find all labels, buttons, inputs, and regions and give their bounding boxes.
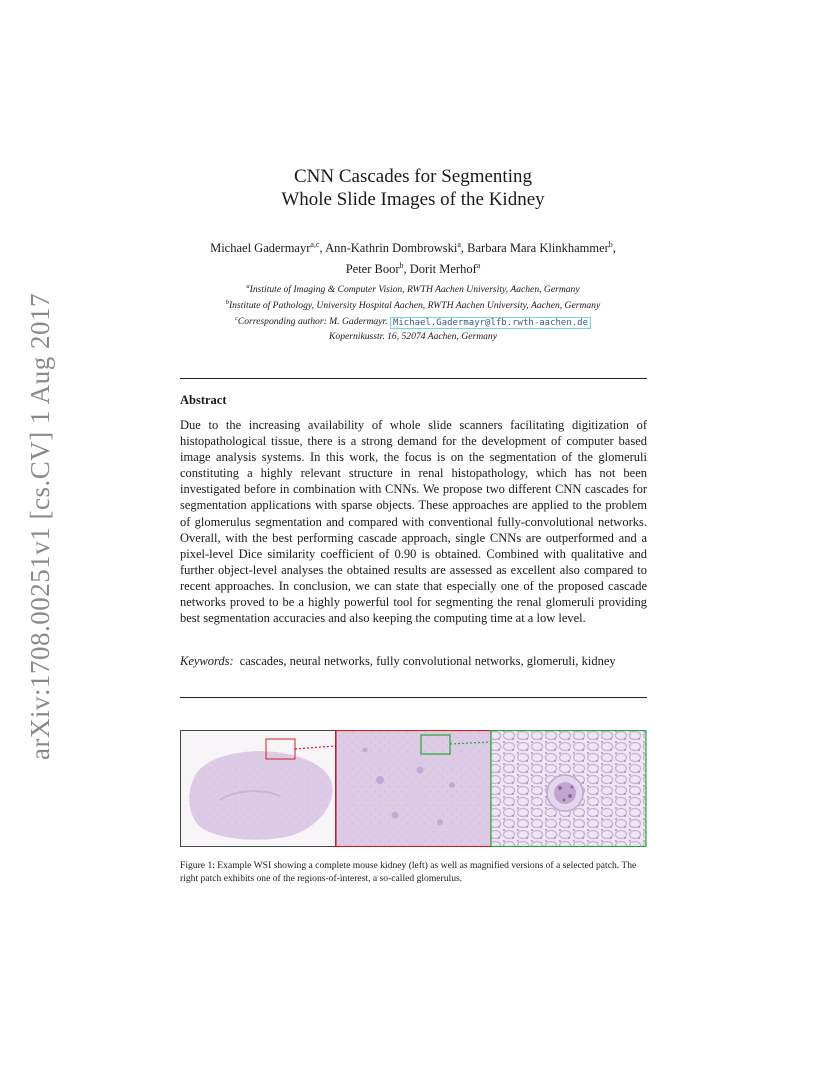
- author-5: Dorit Merhof$^a$: [409, 261, 481, 277]
- affiliation-a: $^a$Institute of Imaging & Computer Vision, RWTH Aachen University, Aachen, Germany: [246, 283, 580, 296]
- figure-1: [180, 730, 647, 847]
- author-list: [170, 236, 656, 278]
- paper-title: [180, 165, 646, 211]
- title-line-2: Whole Slide Images of the Kidney: [281, 189, 545, 210]
- top-rule: [180, 378, 647, 379]
- author-2: Ann-Kathrin Dombrowski$^a$,: [325, 240, 468, 256]
- affiliations: [170, 280, 656, 343]
- panel-magnified-patch: [336, 731, 491, 847]
- figure-image: [180, 730, 647, 847]
- bottom-rule: [180, 697, 647, 698]
- abstract-heading: Abstract: [180, 393, 227, 407]
- title-line-1: CNN Cascades for Segmenting: [294, 166, 532, 187]
- affiliation-b: $^b$Institute of Pathology, University Hospital Aachen, RWTH Aachen University, Aachen, Germany: [225, 299, 601, 312]
- figure-caption: Figure 1: Example WSI showing a complete mouse kidney (left) as well as magnified versions of a selected patch. The right patch exhibits one of the regions-of-interest, a so-called glomerulus.: [180, 860, 637, 884]
- author-3: Barbara Mara Klinkhammer$^b$,: [467, 240, 616, 256]
- corresponding-author: $^c$Corresponding author: M. Gadermayr. Michael.Gadermayr@lfb.rwth-aachen.de: [170, 312, 656, 329]
- keywords-label: Keywords:: [180, 654, 234, 668]
- panel-glomerulus: [491, 731, 646, 847]
- author-4: Peter Boor$^b$,: [345, 261, 410, 277]
- email-link[interactable]: Michael.Gadermayr@lfb.rwth-aachen.de: [390, 317, 591, 329]
- address: Kopernikusstr. 16, 52074 Aachen, Germany: [329, 330, 497, 342]
- abstract-text: Due to the increasing availability of whole slide scanners facilitating digitization of histopathological tissue, there is a strong demand for the development of computer based image analysis systems. In this work, the focus is on the segmentation of the glomeruli constituting a highly relevant structure in renal histopathology, which has not been investigated before in combination with CNNs. We propose two different CNN cascades for segmentation applications with sparse objects. These approaches are applied to the problem of glomerulus segmentation and compared with conventional fully-convolutional networks. Overall, with the best performing cascade approach, single CNNs are outperformed and a pixel-level Dice similarity coefficient of 0.90 is obtained. Combined with qualitative and further object-level analyses the obtained results are assessed as excellent also compared to recent approaches. In conclusion, we can state that especially one of the proposed cascade networks proved to be a highly powerful tool for segmenting the renal glomeruli providing best segmentation accuracies and also keeping the computing time at a low level.: [180, 418, 647, 626]
- keywords: [180, 653, 647, 669]
- panel-whole-kidney: [181, 731, 336, 847]
- keywords-text: cascades, neural networks, fully convolutional networks, glomeruli, kidney: [239, 654, 616, 668]
- author-1: Michael Gadermayr$^{a,c}$,: [210, 240, 326, 256]
- arxiv-identifier: arXiv:1708.00251v1 [cs.CV] 1 Aug 2017: [25, 293, 55, 760]
